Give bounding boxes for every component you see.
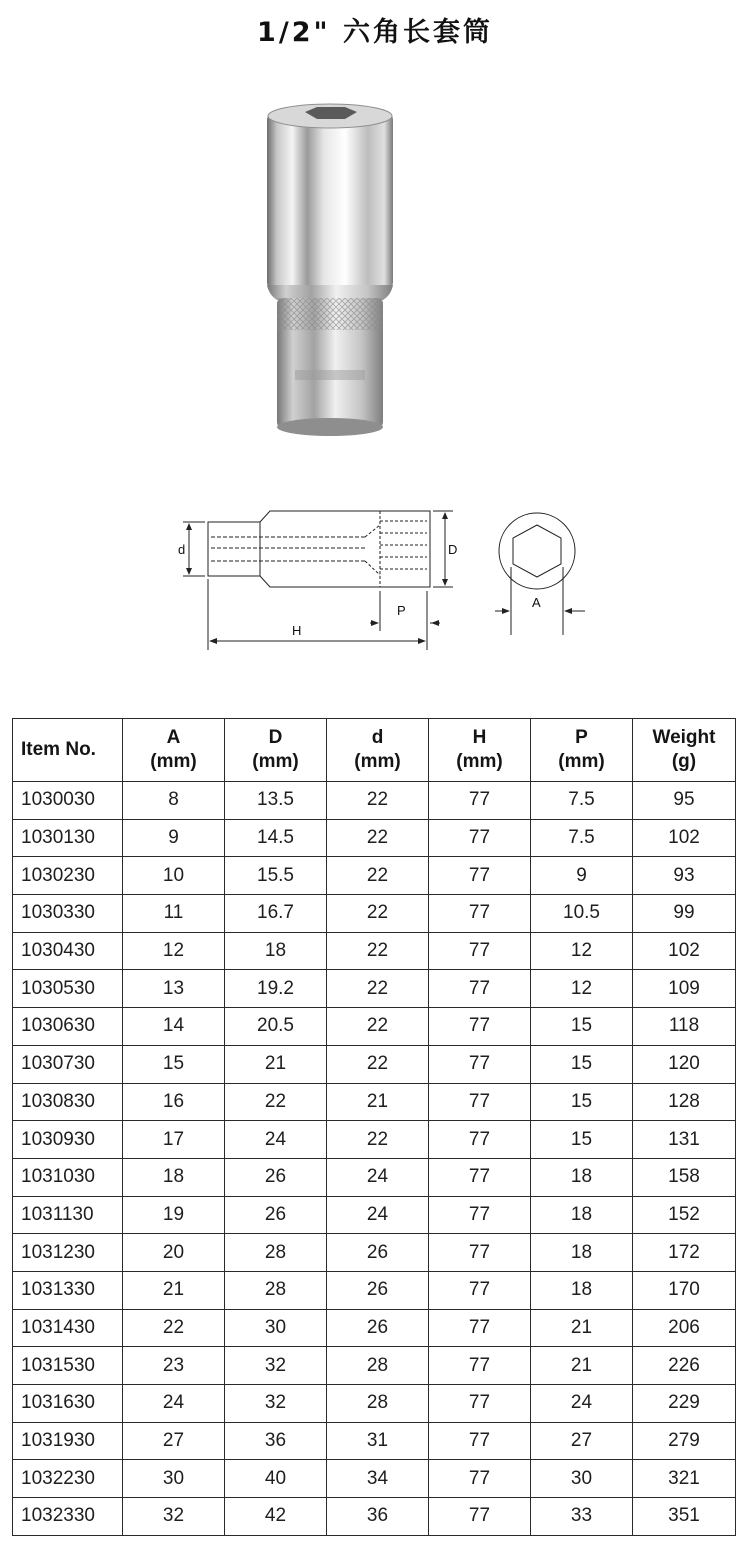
cell-weight: 226 — [633, 1347, 736, 1385]
table-row — [13, 1196, 736, 1234]
cell-a: 10 — [123, 857, 225, 895]
header-h: H (mm) — [429, 719, 531, 782]
cell-item-no: 1030430 — [13, 932, 123, 970]
table-row — [13, 1498, 736, 1536]
cell-weight: 118 — [633, 1008, 736, 1046]
cell-D: 13.5 — [225, 782, 327, 820]
cell-d: 36 — [327, 1498, 429, 1536]
cell-p: 27 — [531, 1422, 633, 1460]
cell-h: 77 — [429, 970, 531, 1008]
label-H: H — [292, 623, 302, 638]
cell-item-no: 1031130 — [13, 1196, 123, 1234]
label-d: d — [178, 542, 186, 557]
cell-item-no: 1031330 — [13, 1271, 123, 1309]
table-row — [13, 782, 736, 820]
cell-p: 9 — [531, 857, 633, 895]
cell-h: 77 — [429, 819, 531, 857]
header-D: D (mm) — [225, 719, 327, 782]
cell-D: 32 — [225, 1385, 327, 1423]
cell-d: 26 — [327, 1271, 429, 1309]
cell-d: 22 — [327, 1121, 429, 1159]
cell-d: 22 — [327, 819, 429, 857]
header-item-no: Item No. — [13, 719, 123, 782]
cell-h: 77 — [429, 1460, 531, 1498]
cell-a: 21 — [123, 1271, 225, 1309]
cell-a: 16 — [123, 1083, 225, 1121]
cell-p: 33 — [531, 1498, 633, 1536]
cell-d: 22 — [327, 1008, 429, 1046]
cell-D: 28 — [225, 1234, 327, 1272]
cell-d: 28 — [327, 1385, 429, 1423]
cell-h: 77 — [429, 1347, 531, 1385]
cell-D: 28 — [225, 1271, 327, 1309]
table-row — [13, 1271, 736, 1309]
cell-d: 34 — [327, 1460, 429, 1498]
table-row — [13, 1234, 736, 1272]
cell-D: 15.5 — [225, 857, 327, 895]
header-d: d (mm) — [327, 719, 429, 782]
cell-p: 12 — [531, 932, 633, 970]
cell-item-no: 1031630 — [13, 1385, 123, 1423]
cell-D: 20.5 — [225, 1008, 327, 1046]
cell-D: 14.5 — [225, 819, 327, 857]
cell-p: 30 — [531, 1460, 633, 1498]
cell-a: 30 — [123, 1460, 225, 1498]
table-row — [13, 1460, 736, 1498]
cell-weight: 229 — [633, 1385, 736, 1423]
cell-d: 22 — [327, 782, 429, 820]
cell-weight: 131 — [633, 1121, 736, 1159]
cell-a: 32 — [123, 1498, 225, 1536]
cell-a: 9 — [123, 819, 225, 857]
cell-h: 77 — [429, 1158, 531, 1196]
cell-D: 42 — [225, 1498, 327, 1536]
cell-p: 18 — [531, 1196, 633, 1234]
cell-p: 21 — [531, 1309, 633, 1347]
table-row — [13, 1309, 736, 1347]
cell-d: 21 — [327, 1083, 429, 1121]
cell-weight: 102 — [633, 932, 736, 970]
header-row — [13, 719, 736, 782]
cell-D: 22 — [225, 1083, 327, 1121]
cell-d: 22 — [327, 895, 429, 933]
cell-item-no: 1030030 — [13, 782, 123, 820]
cell-p: 10.5 — [531, 895, 633, 933]
cell-h: 77 — [429, 1422, 531, 1460]
cell-D: 26 — [225, 1196, 327, 1234]
cell-item-no: 1031030 — [13, 1158, 123, 1196]
cell-a: 22 — [123, 1309, 225, 1347]
cell-p: 15 — [531, 1121, 633, 1159]
header-a: A (mm) — [123, 719, 225, 782]
cell-item-no: 1032330 — [13, 1498, 123, 1536]
cell-weight: 152 — [633, 1196, 736, 1234]
socket-photo — [255, 100, 405, 440]
cell-d: 22 — [327, 857, 429, 895]
cell-item-no: 1030630 — [13, 1008, 123, 1046]
table-row — [13, 932, 736, 970]
page-title: 1/2" 六角长套筒 — [257, 17, 493, 48]
header-weight: Weight (g) — [633, 719, 736, 782]
cell-p: 24 — [531, 1385, 633, 1423]
cell-D: 21 — [225, 1045, 327, 1083]
cell-a: 27 — [123, 1422, 225, 1460]
cell-item-no: 1031930 — [13, 1422, 123, 1460]
cell-h: 77 — [429, 1045, 531, 1083]
cell-item-no: 1030130 — [13, 819, 123, 857]
cell-a: 12 — [123, 932, 225, 970]
cell-item-no: 1030330 — [13, 895, 123, 933]
cell-a: 18 — [123, 1158, 225, 1196]
table-row — [13, 819, 736, 857]
cell-p: 18 — [531, 1158, 633, 1196]
cell-p: 18 — [531, 1271, 633, 1309]
cell-D: 32 — [225, 1347, 327, 1385]
cell-a: 20 — [123, 1234, 225, 1272]
table-row — [13, 1422, 736, 1460]
cell-weight: 172 — [633, 1234, 736, 1272]
cell-d: 31 — [327, 1422, 429, 1460]
table-row — [13, 1045, 736, 1083]
cell-d: 26 — [327, 1234, 429, 1272]
cell-weight: 279 — [633, 1422, 736, 1460]
cell-p: 15 — [531, 1083, 633, 1121]
cell-item-no: 1031430 — [13, 1309, 123, 1347]
cell-weight: 128 — [633, 1083, 736, 1121]
cell-d: 22 — [327, 932, 429, 970]
cell-weight: 351 — [633, 1498, 736, 1536]
cell-p: 18 — [531, 1234, 633, 1272]
cell-d: 22 — [327, 1045, 429, 1083]
cell-item-no: 1032230 — [13, 1460, 123, 1498]
cell-d: 26 — [327, 1309, 429, 1347]
table-row — [13, 1385, 736, 1423]
cell-weight: 170 — [633, 1271, 736, 1309]
table-row — [13, 1121, 736, 1159]
cell-p: 15 — [531, 1008, 633, 1046]
table-row — [13, 895, 736, 933]
cell-weight: 99 — [633, 895, 736, 933]
cell-a: 11 — [123, 895, 225, 933]
dimension-drawing — [175, 505, 605, 655]
cell-weight: 206 — [633, 1309, 736, 1347]
cell-h: 77 — [429, 1196, 531, 1234]
cell-p: 21 — [531, 1347, 633, 1385]
cell-a: 8 — [123, 782, 225, 820]
label-A: A — [532, 595, 541, 610]
label-D: D — [448, 542, 458, 557]
cell-p: 7.5 — [531, 782, 633, 820]
cell-D: 40 — [225, 1460, 327, 1498]
cell-d: 24 — [327, 1196, 429, 1234]
label-P: P — [397, 603, 406, 618]
cell-item-no: 1030830 — [13, 1083, 123, 1121]
table-row — [13, 1158, 736, 1196]
cell-h: 77 — [429, 1385, 531, 1423]
cell-D: 24 — [225, 1121, 327, 1159]
cell-h: 77 — [429, 857, 531, 895]
table-row — [13, 1083, 736, 1121]
spec-table — [12, 718, 736, 1536]
cell-weight: 321 — [633, 1460, 736, 1498]
cell-a: 17 — [123, 1121, 225, 1159]
cell-weight: 158 — [633, 1158, 736, 1196]
cell-item-no: 1031530 — [13, 1347, 123, 1385]
cell-h: 77 — [429, 1309, 531, 1347]
cell-h: 77 — [429, 1234, 531, 1272]
cell-a: 23 — [123, 1347, 225, 1385]
cell-h: 77 — [429, 1121, 531, 1159]
cell-item-no: 1030730 — [13, 1045, 123, 1083]
cell-a: 19 — [123, 1196, 225, 1234]
cell-D: 19.2 — [225, 970, 327, 1008]
cell-p: 12 — [531, 970, 633, 1008]
cell-h: 77 — [429, 782, 531, 820]
cell-h: 77 — [429, 1008, 531, 1046]
cell-p: 15 — [531, 1045, 633, 1083]
cell-item-no: 1030530 — [13, 970, 123, 1008]
cell-h: 77 — [429, 1498, 531, 1536]
cell-p: 7.5 — [531, 819, 633, 857]
table-row — [13, 1347, 736, 1385]
cell-d: 22 — [327, 970, 429, 1008]
cell-D: 30 — [225, 1309, 327, 1347]
table-row — [13, 1008, 736, 1046]
table-row — [13, 857, 736, 895]
cell-weight: 93 — [633, 857, 736, 895]
cell-a: 13 — [123, 970, 225, 1008]
cell-a: 24 — [123, 1385, 225, 1423]
cell-weight: 95 — [633, 782, 736, 820]
header-p: P (mm) — [531, 719, 633, 782]
cell-D: 26 — [225, 1158, 327, 1196]
cell-a: 14 — [123, 1008, 225, 1046]
cell-h: 77 — [429, 895, 531, 933]
table-row — [13, 970, 736, 1008]
cell-D: 18 — [225, 932, 327, 970]
cell-weight: 109 — [633, 970, 736, 1008]
cell-h: 77 — [429, 1083, 531, 1121]
cell-D: 16.7 — [225, 895, 327, 933]
cell-weight: 120 — [633, 1045, 736, 1083]
cell-d: 28 — [327, 1347, 429, 1385]
cell-item-no: 1030230 — [13, 857, 123, 895]
cell-d: 24 — [327, 1158, 429, 1196]
cell-weight: 102 — [633, 819, 736, 857]
cell-h: 77 — [429, 1271, 531, 1309]
cell-a: 15 — [123, 1045, 225, 1083]
cell-h: 77 — [429, 932, 531, 970]
cell-item-no: 1030930 — [13, 1121, 123, 1159]
cell-item-no: 1031230 — [13, 1234, 123, 1272]
cell-D: 36 — [225, 1422, 327, 1460]
